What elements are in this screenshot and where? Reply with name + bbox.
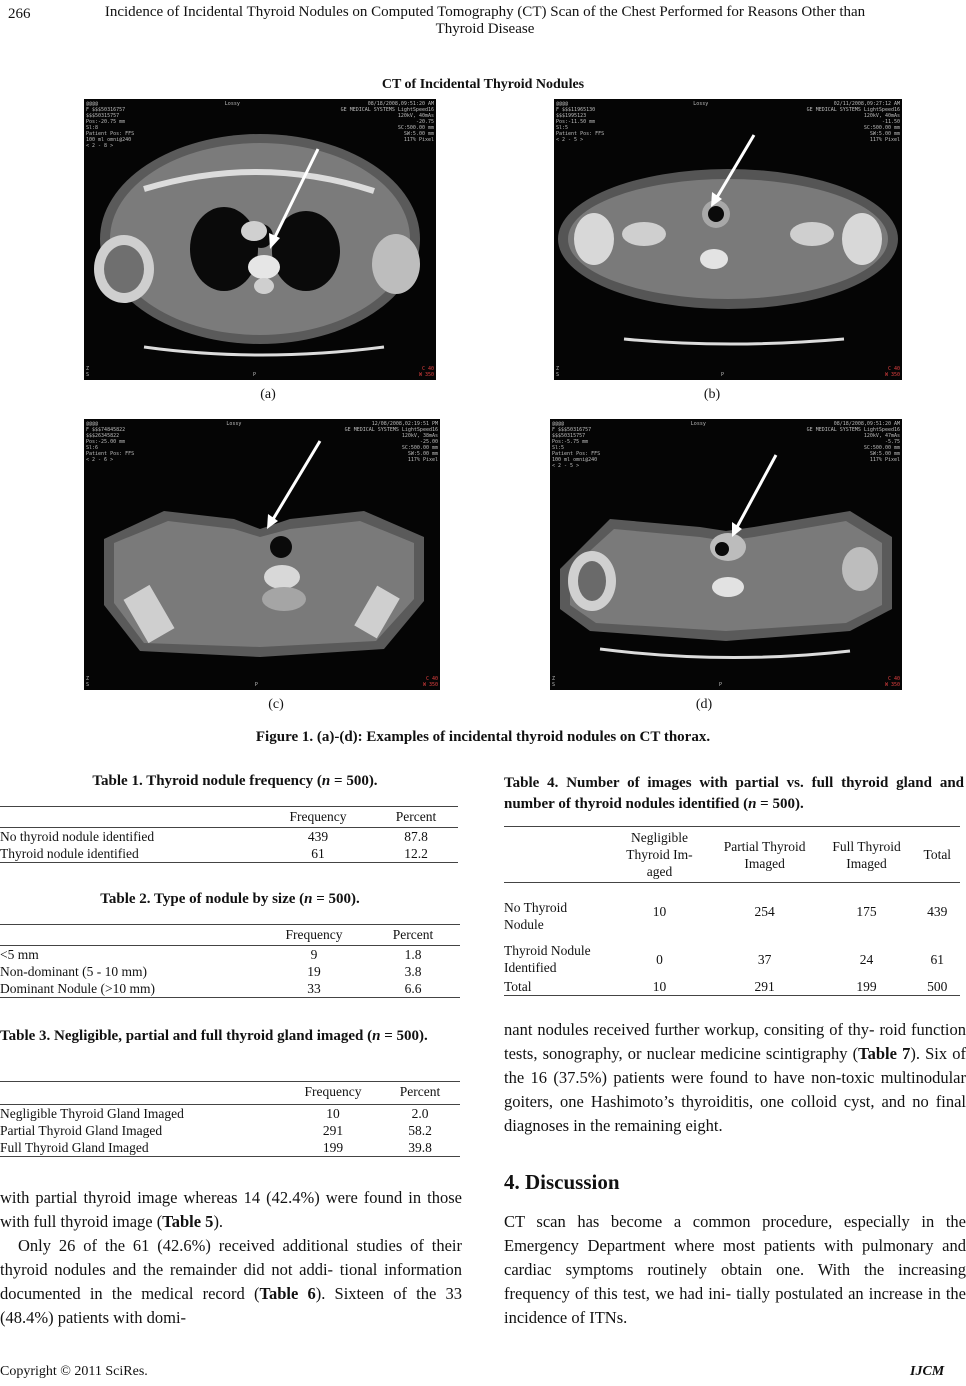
table4 xyxy=(504,826,960,996)
panel-label-b: (b) xyxy=(703,387,721,402)
ct-overlay-left: @@@@ F $$$50316757 $$$50315757 Pos:-5.75 mm Sl:5 Patient Pos: FFS 100 ml omni@240 < 2 - 5 > xyxy=(552,421,601,469)
section-heading: 4. Discussion xyxy=(504,1170,620,1194)
ct-overlay-left: @@@@ F $$$11965130 $$$1995123 Pos:-11.50 mm Sl:5 Patient Pos: FFS < 2 - 5 > xyxy=(556,101,605,143)
ct-overlay-bottom-right: C 40 W 350 xyxy=(884,366,900,378)
table-header-row: Frequency Percent xyxy=(0,1081,460,1105)
table-header-row: Frequency Percent xyxy=(0,924,460,946)
running-title: Incidence of Incidental Thyroid Nodules on Computed Tomography (CT) Scan of the Chest Performed for Reasons Other than Thyroid Disease xyxy=(104,4,866,37)
ct-overlay-bottom-center: P xyxy=(252,372,256,378)
table-header-row: Negligible Thyroid Im- aged Partial Thyroid Imaged Full Thyroid Imaged Total xyxy=(504,826,960,883)
ct-overlay-bottom-left: Z S xyxy=(86,366,90,378)
table1-caption: Table 1. Thyroid nodule frequency (n = 500). xyxy=(92,773,378,789)
ct-image-b xyxy=(554,99,902,380)
left-paragraph-1: with partial thyroid image whereas 14 (42.4%) were found in those with full thyroid image (Table 5). xyxy=(0,1188,462,1231)
table3-caption: Table 3. Negligible, partial and full thyroid gland imaged (n = 500). xyxy=(0,1028,428,1044)
ct-overlay-bottom-center: P xyxy=(254,682,258,688)
ct-overlay-right: 02/11/2008,09:27:12 AM GE MEDICAL SYSTEMS LightSpeed16 120kV, 40mAs -11.50 SC:500.00 mm SW:5.00 mm 117% Pixel xyxy=(806,101,900,143)
table-row: Negligible Thyroid Gland Imaged 10 2.0 xyxy=(0,1106,429,1121)
ct-overlay-bottom-left: Z S xyxy=(556,366,560,378)
ct-overlay-bottom-right: C 40 W 350 xyxy=(884,676,900,688)
ct-overlay-lossy: Lossy xyxy=(690,421,706,427)
figure-caption: Figure 1. (a)-(d): Examples of incidental thyroid nodules on CT thorax. xyxy=(255,729,711,745)
table2-caption: Table 2. Type of nodule by size (n = 500). xyxy=(100,891,360,907)
ct-overlay-left: @@@@ F $$$50316757 $$$50315757 Pos:-20.75 mm Sl:8 Patient Pos: FFS 100 ml omni@240 < 2 - 8 > xyxy=(86,101,135,149)
ct-overlay-bottom-right: C 40 W 350 xyxy=(418,366,434,378)
table-row: No thyroid nodule identified 439 87.8 xyxy=(0,829,428,844)
panel-label-c: (c) xyxy=(268,697,284,712)
ct-overlay-bottom-left: Z S xyxy=(86,676,90,688)
table-row: Total 10 291 199 500 xyxy=(504,978,960,996)
figure-title: CT of Incidental Thyroid Nodules xyxy=(381,77,585,92)
ct-overlay-right: 08/18/2008,09:51:20 AM GE MEDICAL SYSTEMS LightSpeed16 120kV, 47mAs -5.75 SC:500.00 mm SW:5.00 mm 117% Pixel xyxy=(806,421,900,463)
page-number: 266 xyxy=(8,6,31,22)
ct-overlay-bottom-right: C 40 W 350 xyxy=(422,676,438,688)
right-column-text xyxy=(504,1018,966,1138)
table2 xyxy=(0,924,460,998)
table-row: Non-dominant (5 - 10 mm) 19 3.8 xyxy=(0,964,422,979)
ct-overlay-lossy: Lossy xyxy=(224,101,240,107)
copyright: Copyright © 2011 SciRes. xyxy=(0,1364,148,1379)
table1 xyxy=(0,806,458,863)
ct-overlay-lossy: Lossy xyxy=(226,421,242,427)
ct-overlay-lossy: Lossy xyxy=(693,101,709,107)
right-paragraph-2: CT scan has become a common procedure, especially in the Emergency Department where most patients with pulmonary and cardiac symptoms routinely obtain one. With the increasing frequency of this test, we had ini- tially postulated an increase in the incidence of ITNs. xyxy=(504,1212,966,1327)
ct-overlay-bottom-center: P xyxy=(721,372,725,378)
ct-overlay-right: 08/18/2008,09:51:20 AM GE MEDICAL SYSTEMS LightSpeed16 120kV, 40mAs -20.75 SC:500.00 mm SW:5.00 mm 117% Pixel xyxy=(340,101,434,143)
panel-label-d: (d) xyxy=(695,697,713,712)
ct-overlay-left: @@@@ F $$$74845822 $$$26345822 Pos:-25.00 mm Sl:6 Patient Pos: FFS < 2 - 6 > xyxy=(86,421,135,463)
table-row: Partial Thyroid Gland Imaged 291 58.2 xyxy=(0,1123,432,1138)
journal-name: IJCM xyxy=(910,1364,945,1379)
table-row: Dominant Nodule (>10 mm) 33 6.6 xyxy=(0,980,460,998)
table-row: Thyroid nodule identified 61 12.2 xyxy=(0,845,458,863)
left-paragraph-2: Only 26 of the 61 (42.6%) received additional studies of their thyroid nodules and the remainder did not addi- tional information documented in the medical record (Table 6). Sixteen of the 33 (48.4%) patients with domi- xyxy=(0,1236,462,1327)
table-row: No Thyroid Nodule 10 254 175 439 xyxy=(504,899,948,932)
ct-overlay-bottom-left: Z S xyxy=(552,676,556,688)
ct-overlay-right: 12/08/2008,02:19:51 PM GE MEDICAL SYSTEMS LightSpeed16 120kV, 38mAs -25.00 SC:500.00 mm SW:5.00 mm 117% Pixel xyxy=(344,421,438,463)
table-row: <5 mm 9 1.8 xyxy=(0,947,422,962)
ct-overlay-bottom-center: P xyxy=(718,682,722,688)
panel-label-a: (a) xyxy=(260,387,276,402)
left-column-text xyxy=(0,1186,462,1330)
table3 xyxy=(0,1081,460,1157)
ct-image-d xyxy=(550,419,902,690)
table4-caption: Table 4. Number of images with partial vs. full thyroid gland and number of thyroid nodules identified (n = 500). xyxy=(504,775,964,812)
right-paragraph-1: nant nodules received further workup, consiting of thy- roid function tests, sonography, or nuclear medicine scintigraphy (Table 7). Six of the 16 (37.5%) patients were found to have non-toxic multinodular goiters, one Hashimoto’s thyroiditis, one colloid cyst, and no final diagnoses in the remaining eight. xyxy=(504,1020,966,1135)
table-header-row: Frequency Percent xyxy=(0,806,458,828)
ct-image-c xyxy=(84,419,440,690)
table-row: Thyroid Nodule Identified 0 37 24 61 xyxy=(504,943,945,975)
table-row: Full Thyroid Gland Imaged 199 39.8 xyxy=(0,1139,460,1157)
ct-image-a xyxy=(84,99,436,380)
